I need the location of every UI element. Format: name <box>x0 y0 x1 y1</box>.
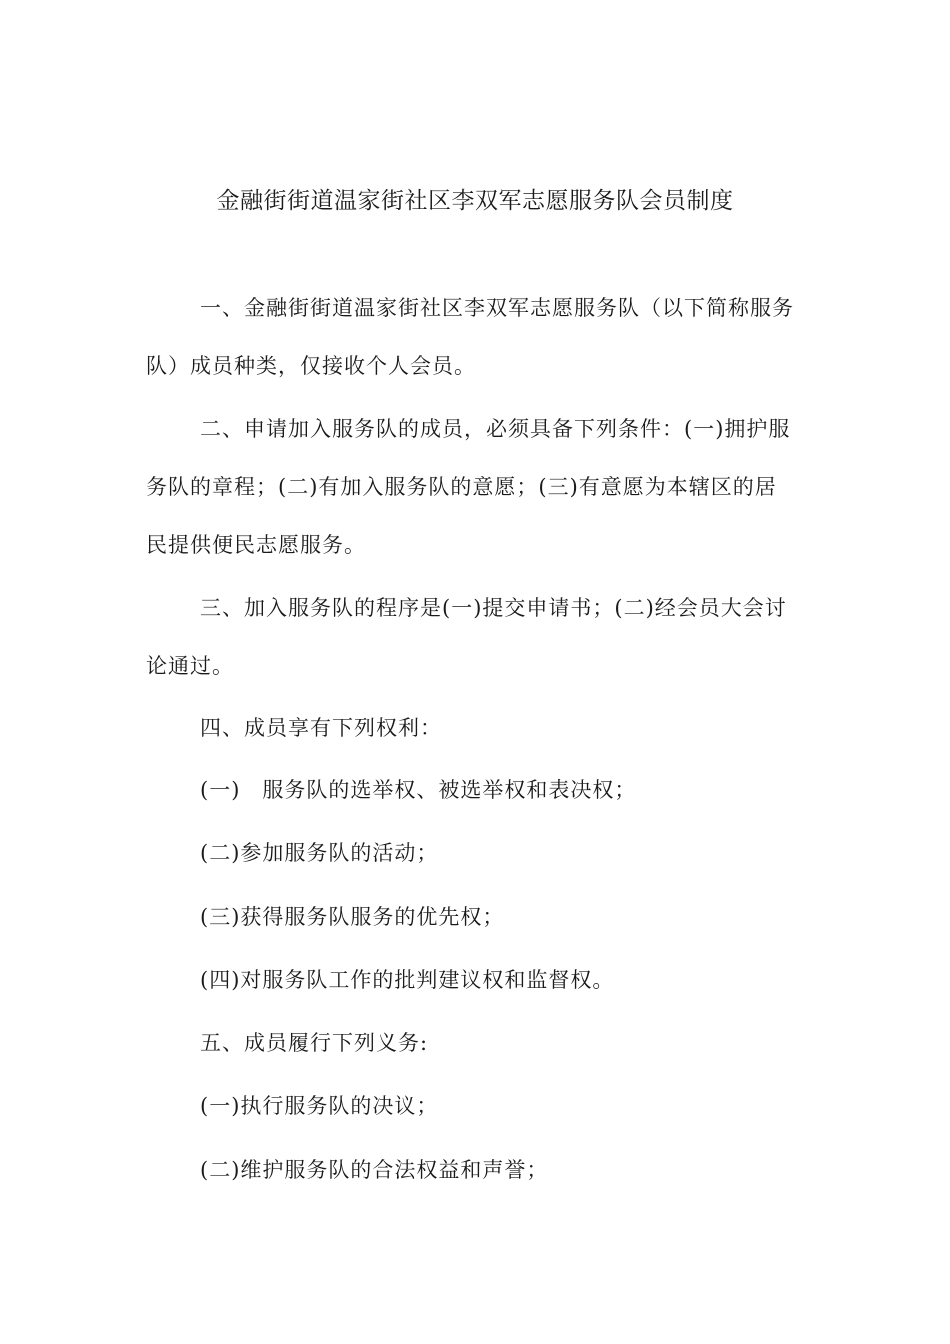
section-2-paragraph <box>146 400 806 574</box>
list-item: (二)参加服务队的活动； <box>200 841 439 865</box>
section-3-paragraph <box>146 579 806 695</box>
list-item: (一)执行服务队的决议； <box>200 1094 439 1118</box>
paragraph-line: 论通过。 <box>146 654 234 678</box>
section-1-paragraph <box>146 279 806 395</box>
list-item: (四)对服务队工作的批判建议权和监督权。 <box>200 968 615 992</box>
paragraph-line: 民提供便民志愿服务。 <box>146 533 366 557</box>
section-5-heading: 五、成员履行下列义务: <box>200 1031 429 1055</box>
paragraph-line: 队）成员种类，仅接收个人会员。 <box>146 354 476 378</box>
list-item: (二)维护服务队的合法权益和声誉； <box>200 1158 549 1182</box>
section-4-heading: 四、成员享有下列权利： <box>200 716 442 740</box>
paragraph-line: 二、申请加入服务队的成员，必须具备下列条件：(一)拥护服 <box>200 417 791 441</box>
document-title: 金融街街道温家街社区李双军志愿服务队会员制度 <box>216 188 734 214</box>
list-item: (一) 服务队的选举权、被选举权和表决权； <box>200 778 637 802</box>
paragraph-line: 务队的章程；(二)有加入服务队的意愿；(三)有意愿为本辖区的居 <box>146 475 777 499</box>
paragraph-line: 三、加入服务队的程序是(一)提交申请书；(二)经会员大会讨 <box>200 596 787 620</box>
paragraph-line: 一、金融街街道温家街社区李双军志愿服务队（以下简称服务 <box>200 296 794 320</box>
list-item: (三)获得服务队服务的优先权； <box>200 905 505 929</box>
